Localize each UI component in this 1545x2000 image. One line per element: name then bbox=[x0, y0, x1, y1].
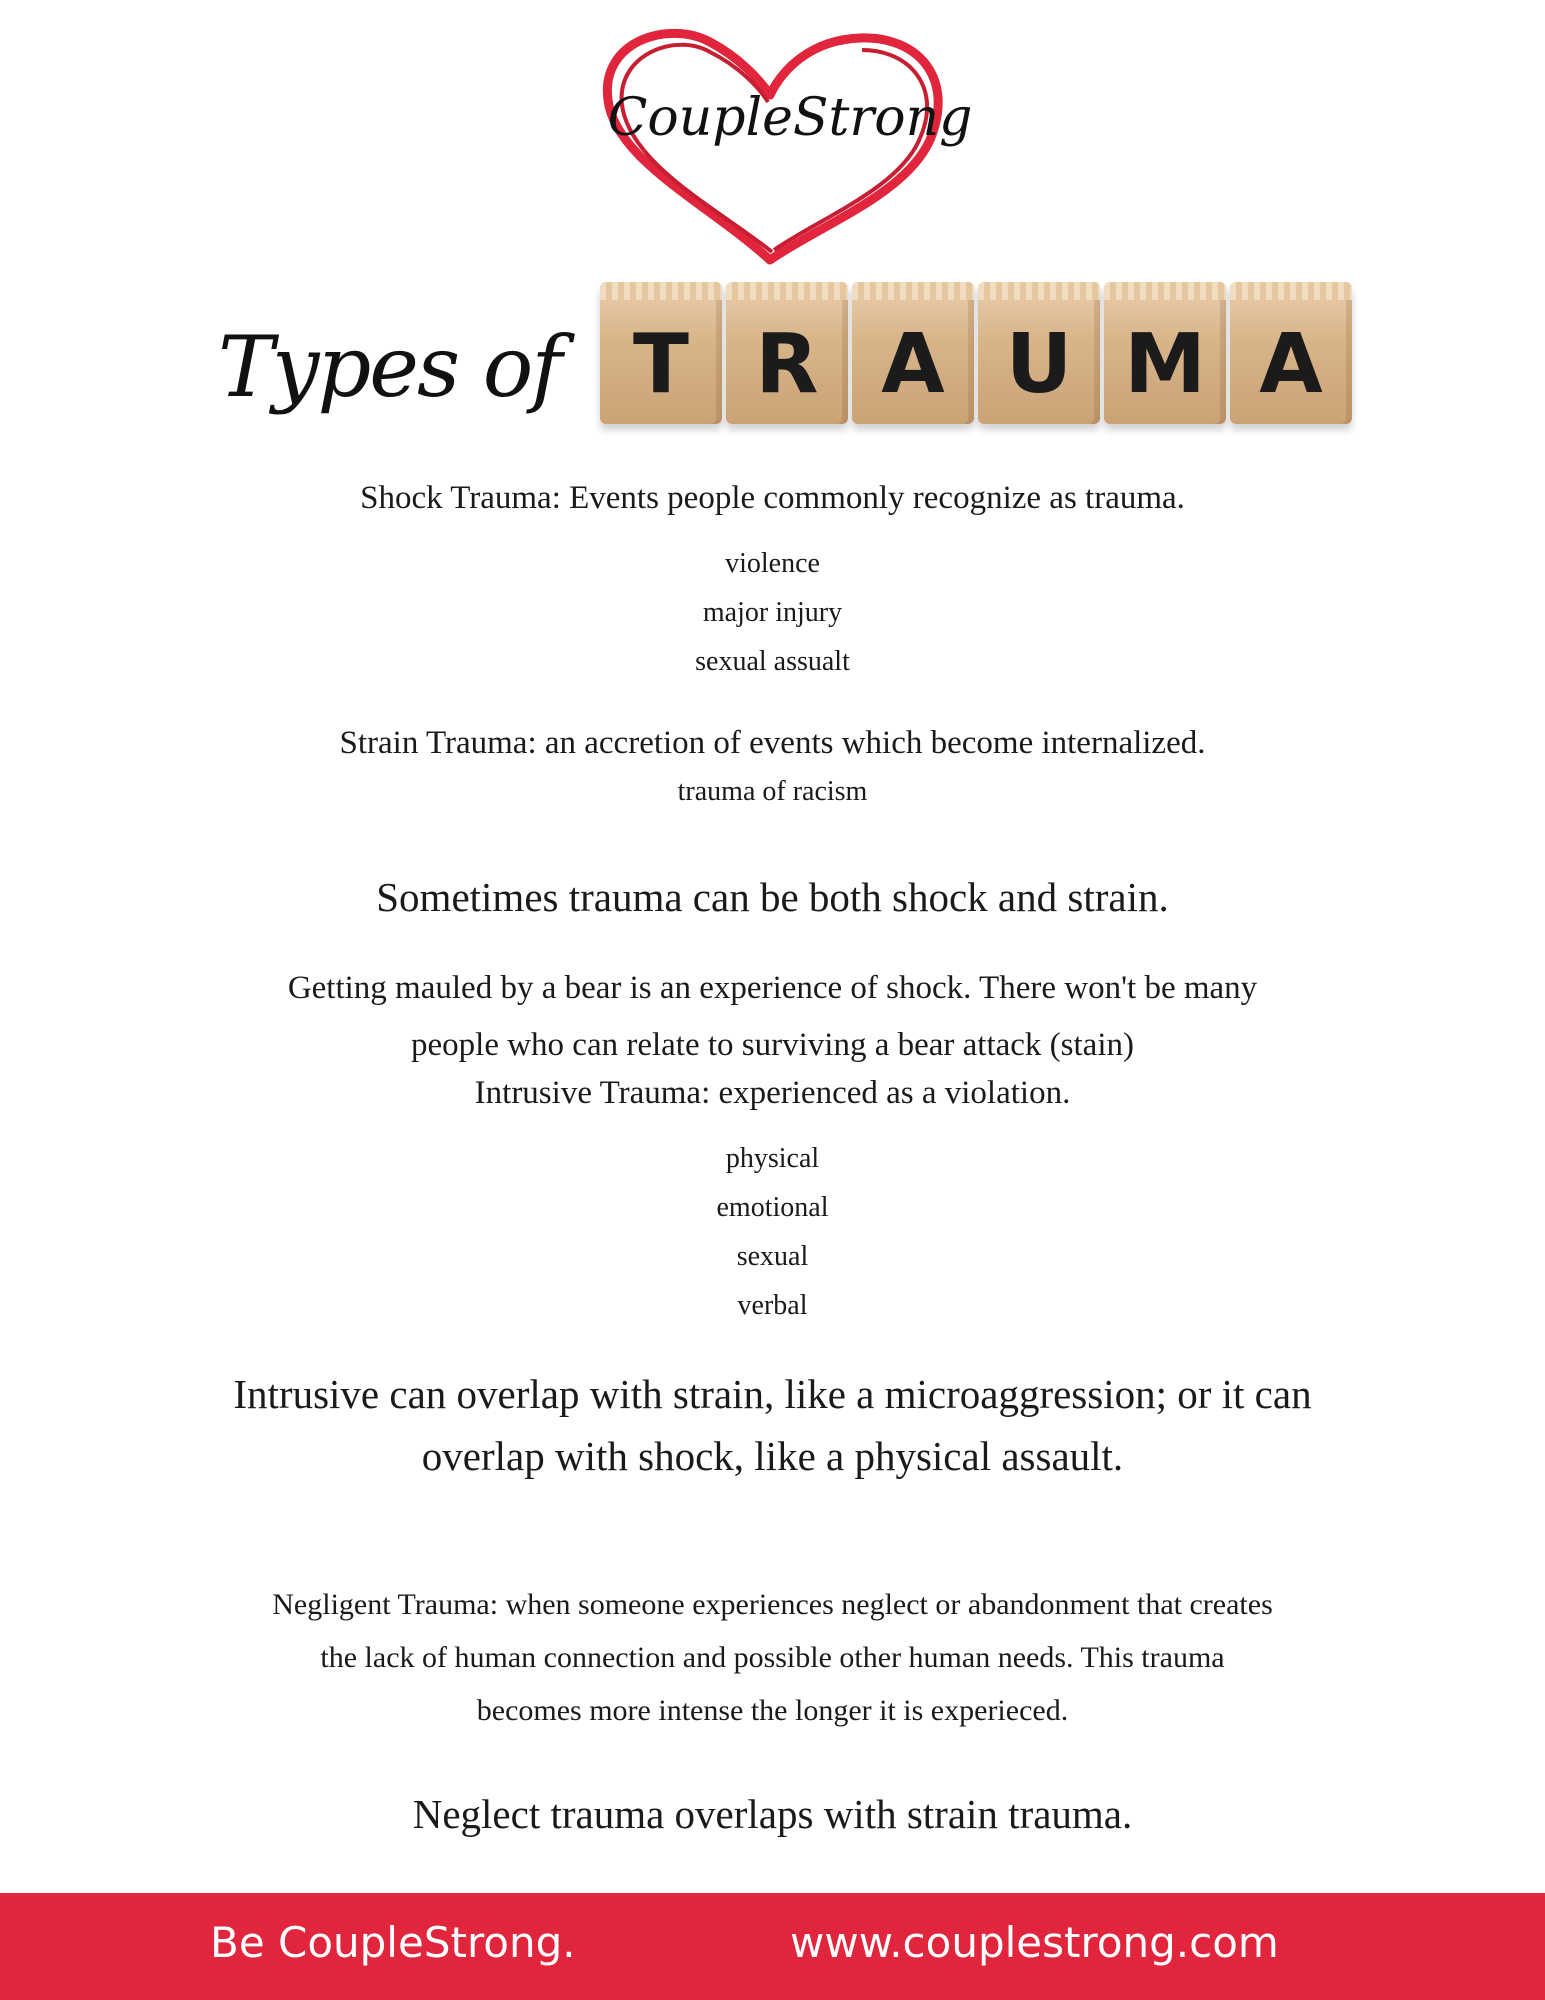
shock-trauma-heading: Shock Trauma: Events people commonly recognize as trauma. bbox=[360, 480, 1185, 516]
letter-block bbox=[600, 282, 722, 424]
letter-block bbox=[726, 282, 848, 424]
bear-line-1: Getting mauled by a bear is an experience of shock. There won't be many bbox=[287, 970, 1258, 1006]
trauma-letter-blocks bbox=[600, 282, 1356, 432]
letter-block-text: T bbox=[633, 316, 689, 412]
letter-block bbox=[852, 282, 974, 424]
bear-line-2: people who can relate to surviving a bear attack (stain) bbox=[411, 1027, 1134, 1063]
letter-block bbox=[1230, 282, 1352, 424]
negligent-line-1: Negligent Trauma: when someone experiences neglect or abandonment that creates bbox=[272, 1588, 1273, 1621]
negligent-line-2: the lack of human connection and possible other human needs. This trauma bbox=[320, 1641, 1225, 1674]
title-script-text: Types of bbox=[218, 318, 561, 416]
negligent-line-3: becomes more intense the longer it is experieced. bbox=[476, 1694, 1069, 1727]
letter-block-text: U bbox=[1005, 316, 1073, 412]
shock-item: violence bbox=[725, 548, 820, 579]
intrusive-overlap-line-1: Intrusive can overlap with strain, like a microaggression; or it can bbox=[233, 1371, 1312, 1417]
letter-block-text: M bbox=[1124, 316, 1206, 412]
shock-item: sexual assualt bbox=[695, 646, 850, 677]
both-statement: Sometimes trauma can be both shock and strain. bbox=[376, 874, 1169, 920]
letter-block-text: A bbox=[881, 316, 945, 412]
intrusive-overlap-line-2: overlap with shock, like a physical assault. bbox=[421, 1433, 1124, 1479]
intrusive-item: sexual bbox=[736, 1241, 809, 1272]
strain-example: trauma of racism bbox=[677, 776, 868, 807]
letter-block bbox=[1104, 282, 1226, 424]
letter-block-text: R bbox=[755, 316, 819, 412]
letter-block-text: A bbox=[1259, 316, 1323, 412]
strain-trauma-heading: Strain Trauma: an accretion of events which become internalized. bbox=[339, 725, 1206, 761]
intrusive-item: verbal bbox=[737, 1290, 808, 1321]
footer-website-link[interactable]: www.couplestrong.com bbox=[790, 1918, 1279, 1967]
shock-item: major injury bbox=[702, 597, 843, 628]
footer-slogan: Be CoupleStrong. bbox=[210, 1918, 576, 1967]
neglect-statement: Neglect trauma overlaps with strain trauma. bbox=[412, 1791, 1133, 1837]
letter-block bbox=[978, 282, 1100, 424]
logo-wordmark: CoupleStrong bbox=[607, 88, 973, 148]
intrusive-item: emotional bbox=[716, 1192, 829, 1223]
intrusive-item: physical bbox=[725, 1143, 820, 1174]
intrusive-trauma-heading: Intrusive Trauma: experienced as a violation. bbox=[474, 1075, 1071, 1111]
